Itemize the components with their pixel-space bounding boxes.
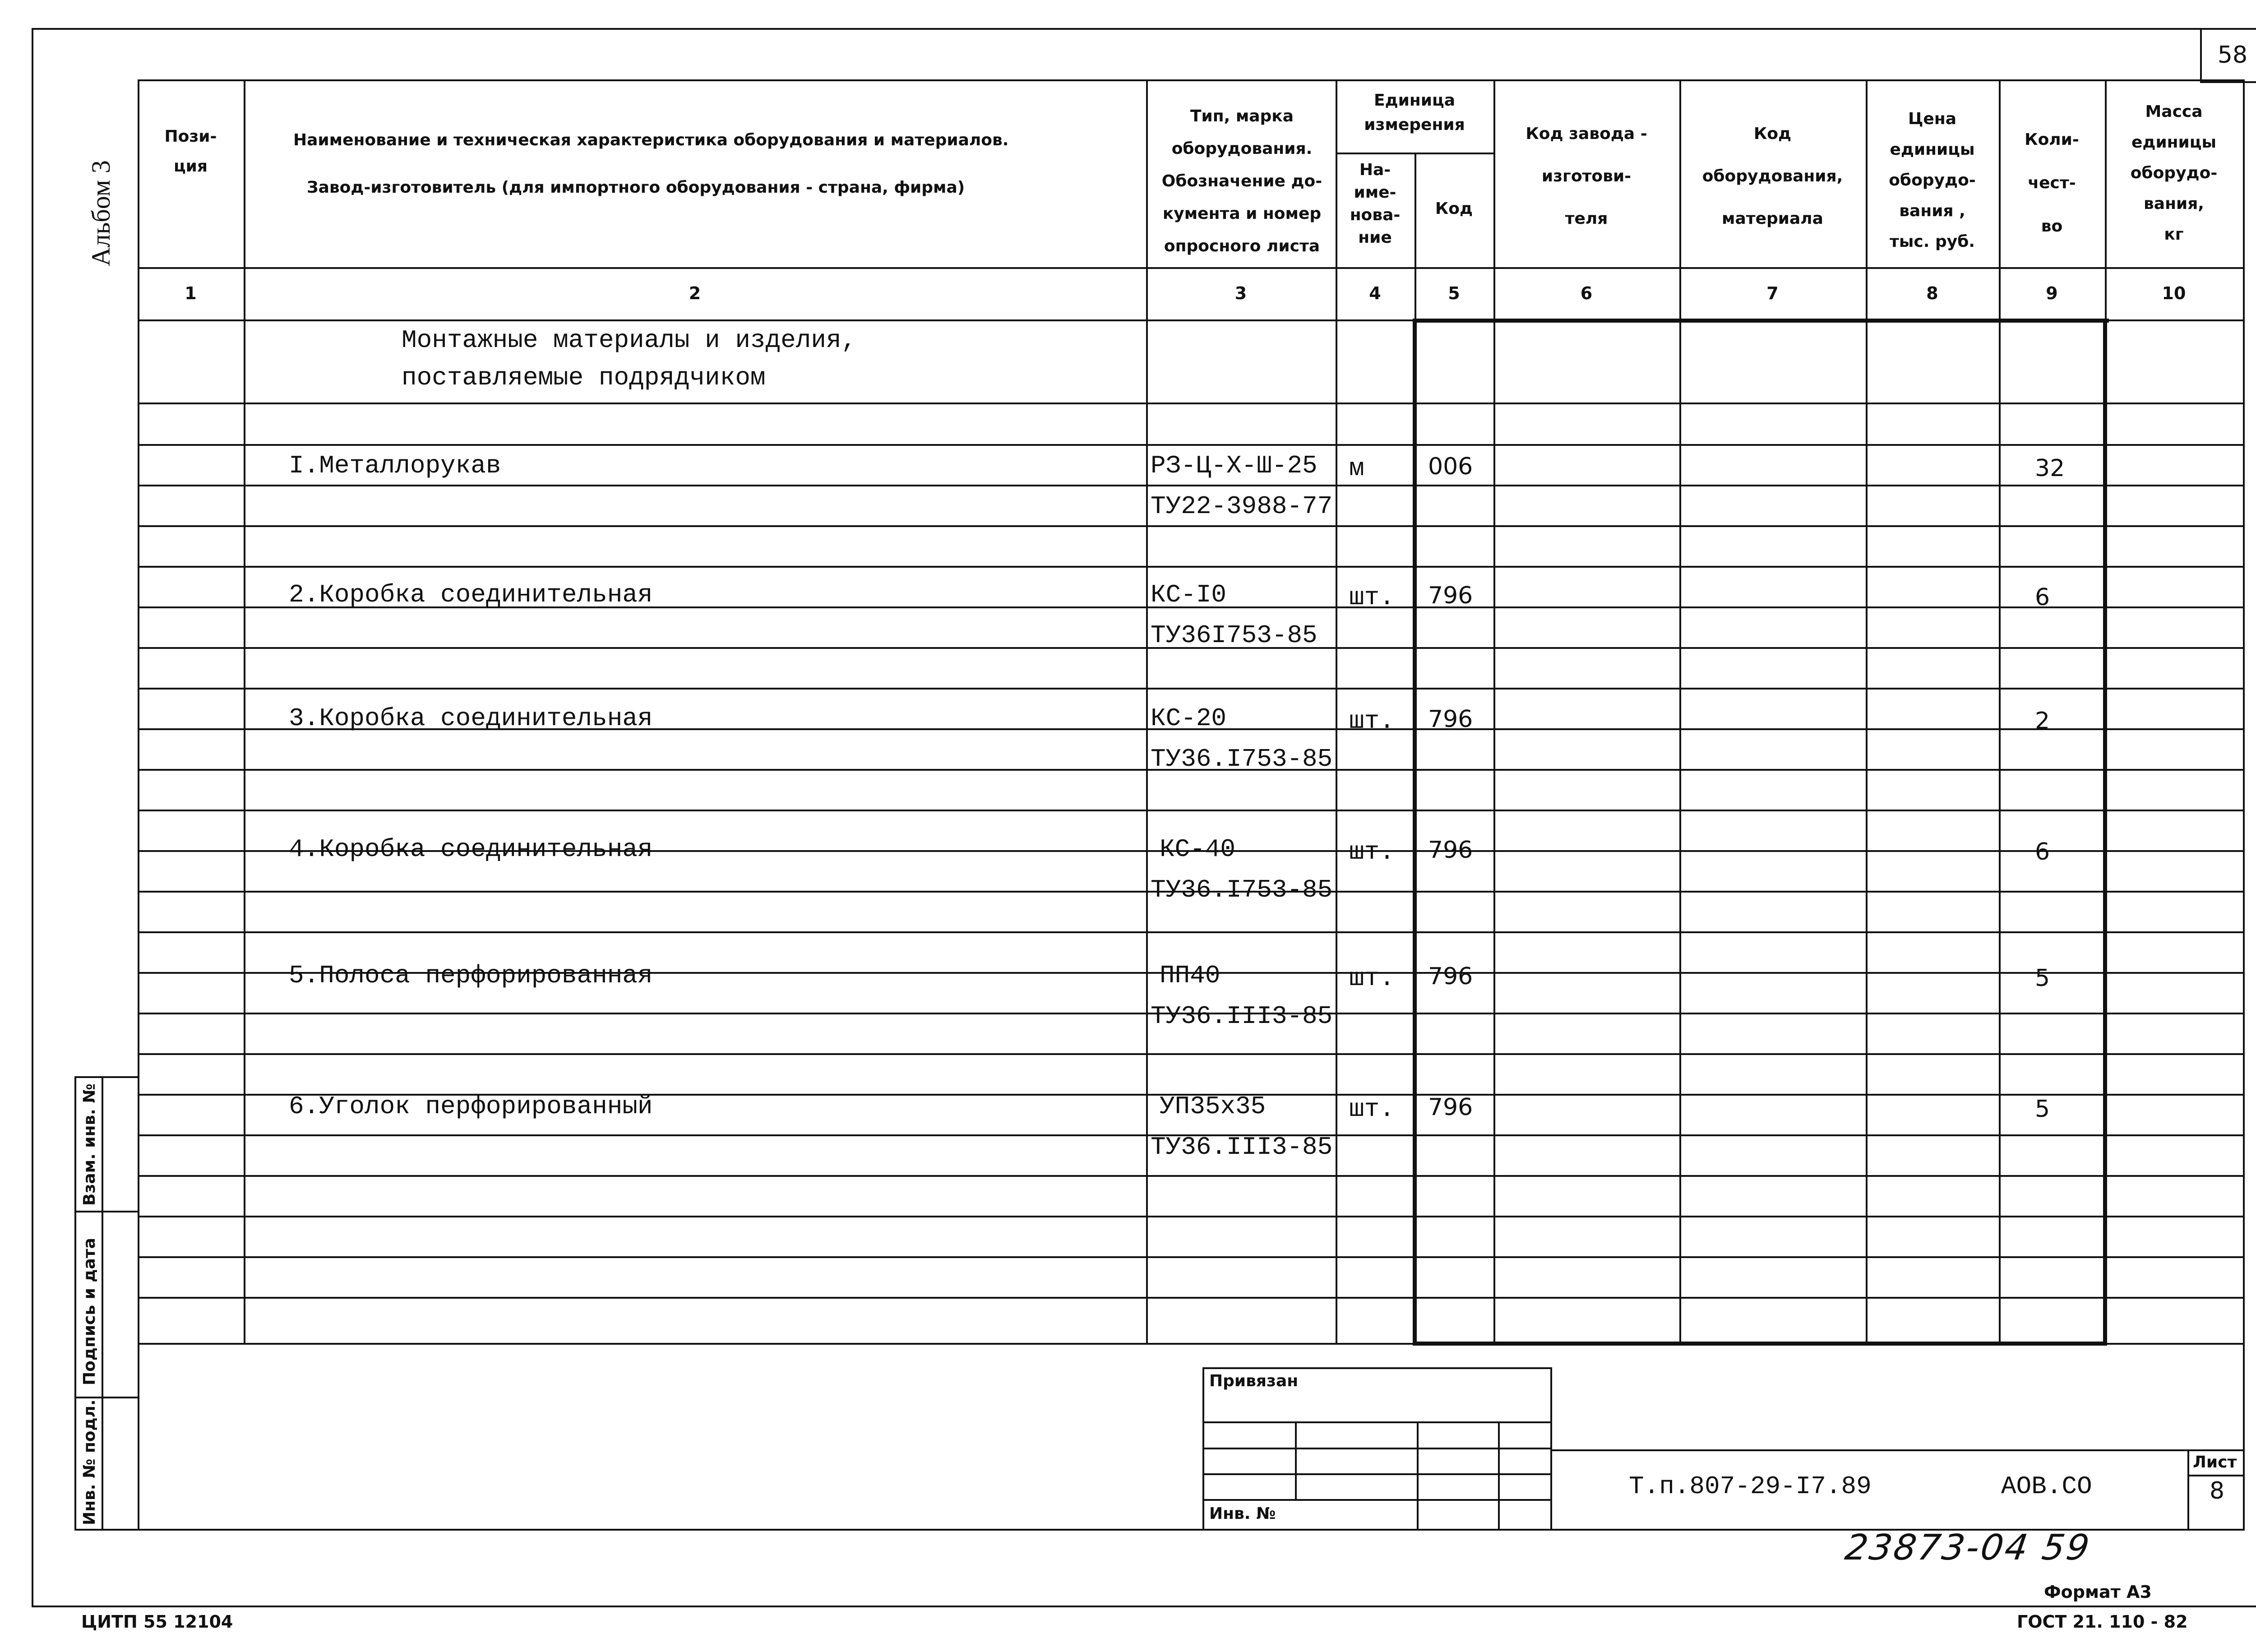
col-num-10: 10	[2162, 283, 2186, 303]
item-type: КС-20	[1151, 704, 1227, 733]
item-type: УП35х35	[1160, 1092, 1266, 1121]
item-doc: ТУ36.III3-85	[1151, 1002, 1333, 1031]
section-title-line1: Монтажные материалы и изделия,	[402, 326, 857, 355]
side-label-podpis: Подпись и дата	[80, 1238, 99, 1385]
row-line-21	[138, 1216, 2245, 1217]
designation-code: АОВ.СО	[2001, 1472, 2092, 1501]
item-code: 796	[1428, 1094, 1473, 1121]
col-num-3: 3	[1234, 283, 1247, 303]
header-position: Пози- ция	[164, 127, 217, 176]
item-unit: шт.	[1349, 1095, 1395, 1124]
col-line-2	[1146, 79, 1148, 1345]
side-bottom	[74, 1529, 138, 1531]
list-box-split	[2187, 1475, 2245, 1476]
col-num-1: 1	[185, 283, 197, 303]
outer-frame-top	[32, 28, 2256, 30]
col-num-5: 5	[1448, 283, 1460, 303]
item-qty: 6	[2035, 838, 2050, 865]
handwritten-number: 23873-04 59	[1842, 1527, 2094, 1568]
col-line-6	[1679, 79, 1681, 1345]
side-div-1	[74, 1211, 138, 1212]
item-qty: 6	[2035, 584, 2050, 611]
item-qty: 32	[2035, 455, 2065, 482]
header-bottom-line	[138, 267, 2245, 269]
col-line-3	[1336, 79, 1337, 1345]
item-code: 796	[1428, 706, 1473, 733]
item-name: 2.Коробка соединительная	[289, 580, 653, 609]
header-factory-code: Код завода - изготови- теля	[1526, 125, 1647, 228]
row-line-22	[138, 1256, 2245, 1258]
header-equipment-code: Код оборудования, материала	[1702, 125, 1843, 228]
side-top	[74, 1076, 138, 1078]
privyazan-vline-2	[1417, 1421, 1419, 1531]
item-code: 796	[1428, 582, 1473, 609]
row-line-17	[138, 1053, 2245, 1055]
row-line-8	[138, 688, 2245, 689]
side-label-inv: Инв. № подл.	[80, 1399, 99, 1525]
item-unit: шт.	[1349, 707, 1395, 736]
item-type: КС-40	[1160, 835, 1236, 864]
album-label: Альбом 3	[86, 160, 116, 266]
citp-label: ЦИТП 55 12104	[81, 1612, 233, 1632]
item-unit: шт.	[1349, 964, 1395, 993]
col-line-7	[1866, 79, 1868, 1345]
item-doc: ТУ36I753-85	[1151, 621, 1318, 650]
item-name: 5.Полоса перфорированная	[289, 961, 653, 990]
col-line-8	[1999, 79, 2001, 1345]
col-line-1	[244, 79, 245, 1345]
list-number: 8	[2209, 1477, 2225, 1504]
col-num-7: 7	[1766, 283, 1779, 303]
list-label: Лист	[2193, 1453, 2237, 1472]
thick-top	[1413, 319, 2109, 323]
side-div-2	[74, 1397, 138, 1398]
col-line-5	[1493, 79, 1495, 1345]
row-line-14	[138, 931, 2245, 933]
sheet-box-bottom	[2200, 81, 2256, 83]
sheet-number-top: 58	[2217, 42, 2248, 69]
row-line-20	[138, 1175, 2245, 1177]
row-line-3	[138, 485, 2245, 486]
table-top	[138, 79, 2245, 81]
col-num-2: 2	[689, 283, 701, 303]
row-line-11	[138, 810, 2245, 811]
item-qty: 2	[2035, 708, 2050, 735]
side-label-vzam: Взам. инв. №	[80, 1083, 99, 1206]
col-num-9: 9	[2046, 283, 2058, 303]
item-name: I.Металлорукав	[289, 451, 501, 480]
item-name: 6.Уголок перфорированный	[289, 1092, 653, 1121]
item-doc: ТУ36.III3-85	[1151, 1133, 1333, 1161]
thick-right	[2103, 319, 2107, 1346]
header-mass: Масса единицы оборудо- вания, кг	[2130, 102, 2218, 244]
item-type: РЗ-Ц-Х-Ш-25	[1151, 451, 1318, 480]
thick-left	[1413, 319, 1417, 1346]
item-code: 796	[1428, 837, 1473, 864]
header-name-2: Завод-изготовитель (для импортного оборудования - страна, фирма)	[307, 178, 965, 197]
header-unit: Единица измерения	[1364, 91, 1465, 134]
designation-top	[1550, 1449, 2245, 1451]
privyazan-vline-3	[1498, 1421, 1500, 1531]
header-unit-name: На- име- нова- ние	[1350, 161, 1401, 247]
side-col-mid	[102, 1076, 103, 1531]
side-col-left	[74, 1076, 76, 1531]
col-num-8: 8	[1926, 283, 1938, 303]
outer-frame-left	[32, 28, 33, 1607]
item-code: 006	[1428, 453, 1473, 480]
header-type: Тип, марка оборудования. Обозначение до- кумента и номер опросного листа	[1161, 107, 1322, 255]
item-qty: 5	[2035, 1096, 2050, 1123]
row-line-4	[138, 525, 2245, 527]
designation: Т.п.807-29-I7.89	[1629, 1472, 1872, 1501]
col-num-4: 4	[1369, 283, 1381, 303]
item-doc: ТУ22-3988-77	[1151, 492, 1333, 521]
section-title-line2: поставляемые подрядчиком	[402, 363, 766, 392]
item-doc: ТУ36.I753-85	[1151, 745, 1333, 773]
body-bottom-line	[138, 1343, 2245, 1345]
item-doc: ТУ36.I753-85	[1151, 875, 1333, 904]
item-type: ПП40	[1160, 961, 1220, 990]
inv-no-label: Инв. №	[1209, 1504, 1276, 1523]
row-line-5	[138, 566, 2245, 568]
header-price: Цена единицы оборудо- вания , тыс. руб.	[1889, 110, 1976, 251]
format-label: Формат А3	[2044, 1582, 2152, 1602]
item-name: 4.Коробка соединительная	[289, 835, 653, 864]
item-code: 796	[1428, 963, 1473, 990]
row-line-23	[138, 1297, 2245, 1299]
privyazan-vline-1	[1295, 1421, 1297, 1500]
item-unit: шт.	[1349, 838, 1395, 866]
row-line-2	[138, 444, 2245, 446]
table-right	[2243, 79, 2245, 1531]
item-unit: шт.	[1349, 583, 1395, 612]
privyazan-label: Привязан	[1209, 1372, 1299, 1390]
header-quantity: Коли- чест- во	[2025, 130, 2079, 236]
item-name: 3.Коробка соединительная	[289, 704, 653, 733]
item-type: КС-I0	[1151, 580, 1227, 609]
gost-label: ГОСТ 21. 110 - 82	[2017, 1612, 2188, 1632]
col-num-6: 6	[1580, 283, 1593, 303]
header-unit-code: Код	[1435, 199, 1473, 218]
privyazan-top	[1202, 1367, 1552, 1369]
row-line-1	[138, 403, 2245, 404]
header-name-1: Наименование и техническая характеристика оборудования и материалов.	[293, 131, 1009, 149]
item-unit: м	[1349, 454, 1364, 483]
outer-frame-bottom	[32, 1606, 2256, 1607]
item-qty: 5	[2035, 965, 2050, 992]
